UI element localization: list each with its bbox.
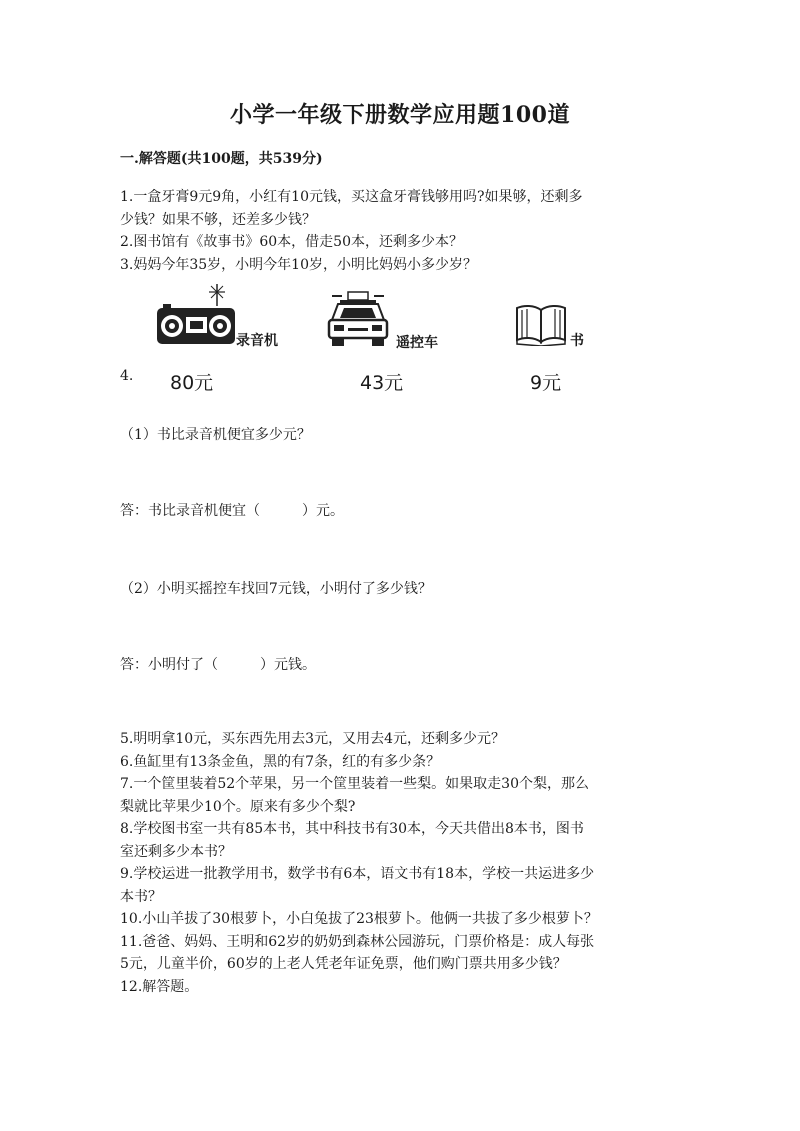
book-label: 书 [570,333,584,349]
question-11-line-2: 5元，儿童半价，60岁的上老人凭老年证免票，他们购门票共用多少钱？ [120,956,567,972]
question-8-line-1: 8.学校图书室一共有85本书，其中科技书有30本，今天共借出8本书，图书 [120,821,584,837]
remote-car-price: 43元 [360,372,404,394]
remote-car-label: 遥控车 [396,335,438,351]
questions-5-12 [120,728,680,998]
question-4-answer-1: 答：书比录音机便宜（ ）元。 [120,503,344,519]
question-4-figure [150,280,600,400]
question-6: 6.鱼缸里有13条金鱼，黑的有7条，红的有多少条？ [120,753,441,770]
page-title: 小学一年级下册数学应用题100道 [230,102,570,128]
section-heading: 一.解答题(共100题，共539分) [120,151,323,167]
question-12: 12.解答题。 [120,978,199,995]
radio-icon [155,280,235,350]
question-1-line-2: 少钱？如果不够，还差多少钱？ [120,211,316,228]
book-icon [514,302,568,346]
question-10: 10.小山羊拔了30根萝卜，小白兔拔了23根萝卜。他俩一共拔了多少根萝卜？ [120,911,598,927]
question-9-line-2: 本书？ [120,888,162,905]
radio-price: 80元 [170,372,214,394]
question-4-number: 4. [120,368,134,384]
question-3: 3.妈妈今年35岁，小明今年10岁，小明比妈妈小多少岁？ [120,256,477,273]
question-4-sub-1: （1）书比录音机便宜多少元？ [120,427,311,443]
questions-1-3 [120,186,680,276]
question-7-line-1: 7.一个筐里装着52个苹果，另一个筐里装着一些梨。如果取走30个梨，那么 [120,776,589,792]
question-8-line-2: 室还剩多少本书？ [120,843,232,860]
question-2: 2.图书馆有《故事书》60本，借走50本，还剩多少本？ [120,234,463,250]
police-car-icon [326,290,390,352]
question-4-sub-2: （2）小明买摇控车找回7元钱，小明付了多少钱？ [120,581,432,597]
question-1-line-1: 1.一盒牙膏9元9角，小红有10元钱，买这盒牙膏钱够用吗?如果够，还剩多 [120,189,583,205]
question-5: 5.明明拿10元，买东西先用去3元，又用去4元，还剩多少元？ [120,731,505,747]
question-7-line-2: 梨就比苹果少10个。原来有多少个梨? [120,798,356,815]
book-price: 9元 [530,372,562,394]
question-9-line-1: 9.学校运进一批教学用书，数学书有6本，语文书有18本，学校一共运进多少 [120,866,595,882]
radio-label: 录音机 [236,333,278,349]
question-4-answer-2: 答：小明付了（ ）元钱。 [120,657,316,673]
question-11-line-1: 11.爸爸、妈妈、王明和62岁的奶奶到森林公园游玩，门票价格是：成人每张 [120,933,595,950]
